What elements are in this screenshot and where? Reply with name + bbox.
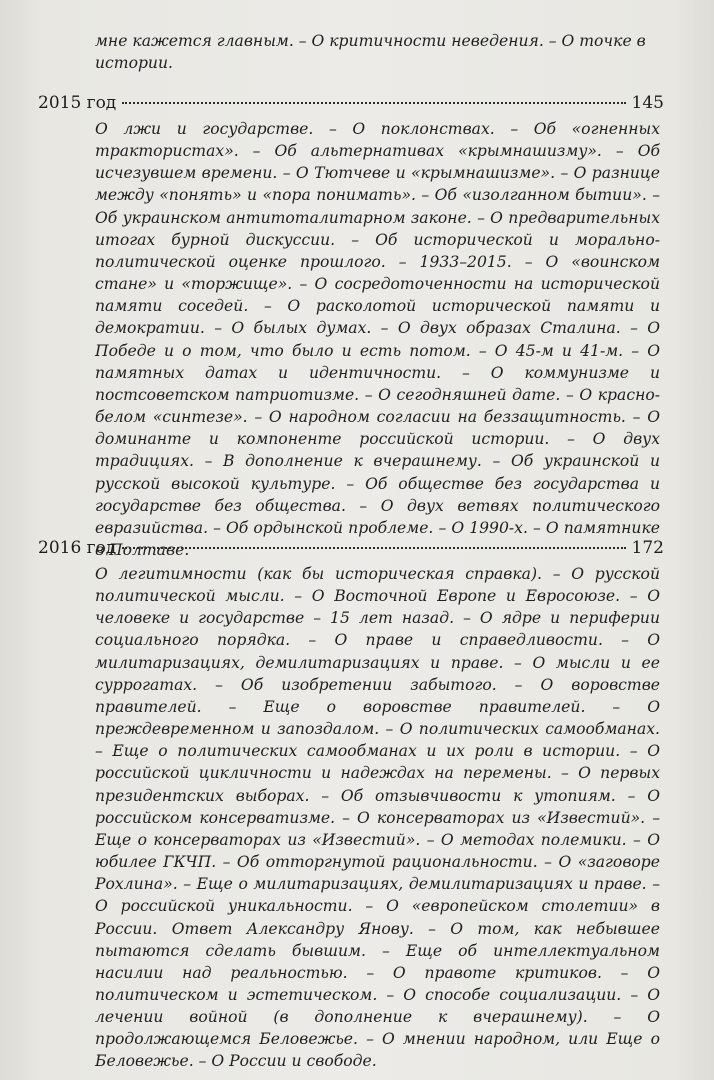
intro-text: мне кажется главным. – О критичности неведения. – О точке в истории. <box>95 32 646 73</box>
section-heading-2015 <box>38 93 664 113</box>
section-page-number: 145 <box>631 93 664 113</box>
section-page-number: 172 <box>631 538 664 558</box>
leader-dots <box>122 547 625 549</box>
section-entries-2016: О легитимности (как бы историческая справка). – О русской политической мысли. – О Восточной Европе и Евросоюзе. – О человеке и государстве – 15 лет назад. – О ядре и периферии социального порядка. – О праве и справедливости. – О милитаризациях, демилитаризациях и праве. – О мысли и ее суррогатах. – Об изобретении забытого. – О воровстве правителей. – Еще о воровстве правителей. – О преждевременном и запоздалом. – О политических самообманах. – Еще о политических самообманах и их роли в истории. – О российской цикличности и надеждах на перемены. – О первых президентских выборах. – Об отзывчивости к утопиям. – О российском консерватизме. – О консерваторах из «Известий». – Еще о консерваторах из «Известий». – О методах полемики. – О юбилее ГКЧП. – Об отторгнутой рациональности. – О «заговоре Рохлина». – Еще о милитаризациях, демилитаризациях и праве. – О российской уникальности. – О «европейском столетии» в России. Ответ Александру Янову. – О том, как небывшее пытаются сделать бывшим. – Еще об интеллектуальном насилии над реальностью. – О правоте критиков. – О политическом и эстетическом. – О способе социализации. – О лечении войной (в дополнение к вчерашнему). – О продолжающемся Беловежье. – О мнении народном, или Еще о Беловежье. – О России и свободе. <box>95 565 660 1071</box>
section-heading-2016 <box>38 538 664 558</box>
leader-dots <box>122 102 625 104</box>
section-year: 2015 год <box>38 93 117 113</box>
section-entries-2015: О лжи и государстве. – О поклонствах. – Об «огненных трактористах». – Об альтернативах «крымнашизму». – Об исчезувшем времени. – О Тютчеве и «крымнашизме». – О разнице между «понять» и «пора понимать». – Об «изолганном бытии». – Об украинском антитоталитарном законе. – О предварительных итогах бурной дискуссии. – Об исторической и морально-политической оценке прошлого. – 1933–2015. – О «воинском стане» и «торжище». – О сосредоточенности на исторической памяти соседей. – О расколотой исторической памяти и демократии. – О былых думах. – О двух образах Сталина. – О Победе и о том, что было и есть потом. – О 45-м и 41-м. – О памятных датах и идентичности. – О коммунизме и постсоветском патриотизме. – О сегодняшней дате. – О красно-белом «синтезе». – О народном согласии на беззащитность. – О доминанте и компоненте российской истории. – О двух традициях. – В дополнение к вчерашнему. – Об украинской и русской высокой культуре. – Об обществе без государства и государстве без общества. – О двух ветвях политического евразийства. – Об ордынской проблеме. – О 1990-х. – О памятнике в Полтаве. <box>95 120 660 559</box>
section-year: 2016 год <box>38 538 117 558</box>
